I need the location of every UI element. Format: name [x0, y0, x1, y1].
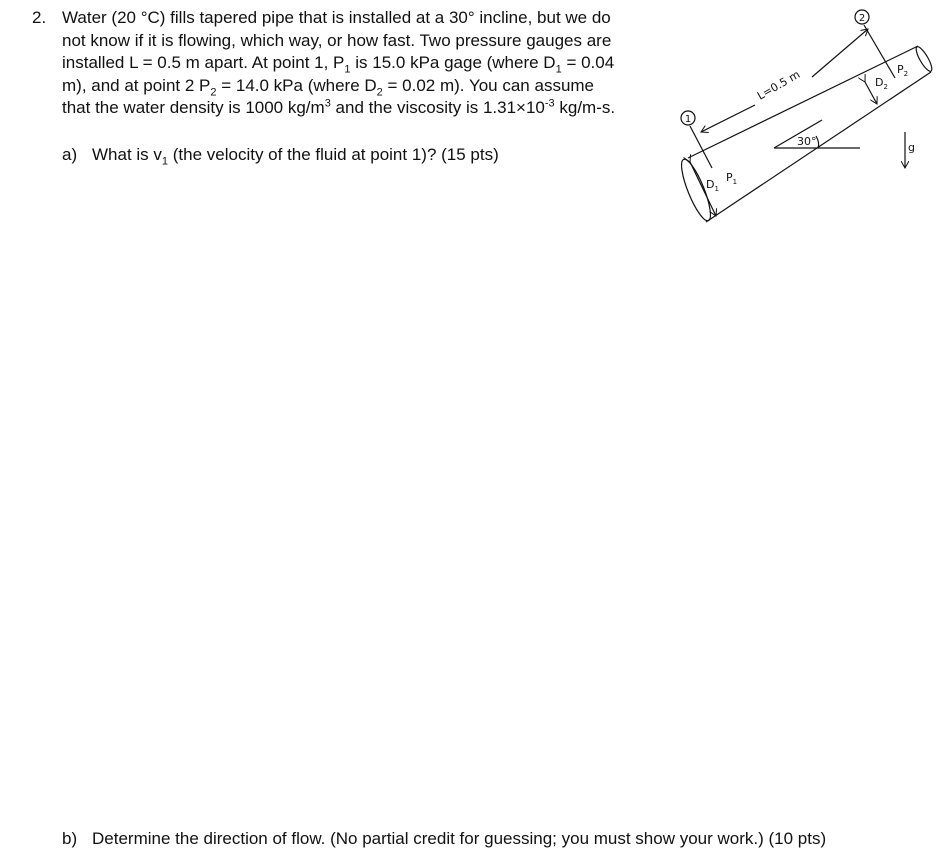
v1-subscript: 1 [161, 155, 169, 168]
d2-label: $D_2$ [875, 76, 888, 91]
problem-line-1: Water (20 °C) fills tapered pipe that is installed at a 30° incline, but we do [62, 8, 611, 27]
problem-statement [62, 7, 662, 120]
part-a-text-end: (the velocity of the fluid at point 1)? (15 pts) [168, 145, 499, 164]
length-dimension-left [701, 105, 755, 132]
problem-line-5 [62, 97, 662, 120]
angle-label: 30° [797, 135, 817, 148]
problem-line-5-end: kg/m-s. [554, 98, 616, 117]
problem-line-3 [62, 52, 662, 75]
problem-line-3-mid: is 15.0 kPa gage (where D [350, 53, 556, 72]
problem-line-2: not know if it is flowing, which way, or how fast. Two pressure gauges are [62, 30, 612, 50]
point2-number: 2 [858, 13, 866, 24]
p2-label: $P_2$ [897, 63, 909, 78]
problem-line-4-end: = 0.02 m). You can assume [382, 75, 595, 95]
part-a-text-start: What is v [92, 145, 162, 164]
problem-line-4-start: m), and at point 2 P [62, 75, 211, 95]
question-number: 2. [32, 8, 47, 27]
problem-line-3-start: installed L = 0.5 m apart. At point 1, P [62, 53, 345, 72]
d2-subscript: 2 [376, 85, 383, 98]
part-a-question [62, 144, 499, 166]
d1-subscript: 1 [555, 63, 562, 76]
p1-label: $P_1$ [726, 171, 738, 186]
part-b-text: Determine the direction of flow. (No partial credit for guessing; you must show your work.) (10 pts) [92, 829, 827, 848]
point1-leader [690, 126, 712, 168]
part-b-question [62, 828, 826, 850]
problem-line-3-end: = 0.04 [561, 53, 615, 72]
d1-label: $D_1$ [706, 178, 719, 193]
part-a-label: a) [62, 145, 78, 164]
p1-subscript: 1 [344, 63, 351, 76]
cubed-superscript: 3 [324, 97, 331, 110]
gravity-label: g [908, 141, 915, 154]
exponent-superscript: -3 [544, 97, 555, 110]
p2-subscript: 2 [210, 85, 217, 98]
problem-line-5-start: that the water density is 1000 kg/m [62, 98, 325, 117]
part-b-label: b) [62, 829, 78, 848]
point1-number: 1 [684, 114, 692, 125]
problem-line-4-mid: = 14.0 kPa (where D [216, 75, 377, 95]
tapered-pipe-diagram [665, 0, 945, 235]
problem-line-5-mid: and the viscosity is 1.31×10 [330, 98, 545, 117]
problem-line-4 [62, 75, 662, 98]
pipe-outlet-end [914, 45, 935, 73]
length-dimension-right [812, 29, 868, 77]
length-label: L=0.5 m [755, 67, 803, 103]
